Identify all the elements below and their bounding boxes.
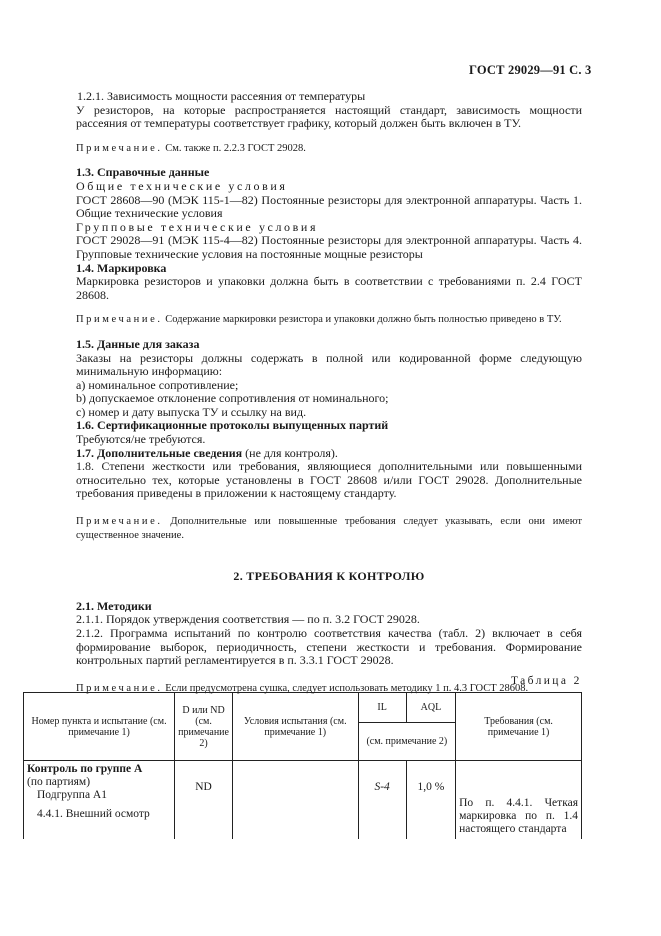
note-3 — [76, 515, 582, 542]
section-1-6-text: Требуются/не требуются. — [76, 432, 206, 447]
note-text: Содержание маркировки резистора и упаковки должно быть полностью приведено в ТУ. — [162, 314, 562, 326]
section-1-4-text: Маркировка резисторов и упаковки должна быть в соответствии с требованиями п. 2.4 ГОСТ 28608. — [76, 274, 582, 302]
table-2 — [23, 692, 582, 839]
header-il: IL — [358, 693, 406, 723]
note-label: Примечание. — [76, 516, 163, 528]
table-caption: Таблица 2 — [511, 675, 582, 687]
cell-aql: 1,0 % — [406, 761, 455, 839]
order-item-b: b) допускаемое отклонение сопротивления от номинального; — [76, 391, 389, 406]
header-aql: AQL — [406, 693, 455, 723]
note-text: Дополнительные или повышенные требования следует указывать, если они имеют существенное значение. — [76, 516, 582, 541]
note-label: Примечание. — [76, 314, 163, 326]
header-d-nd: D или ND (см. примечание 2) — [175, 693, 233, 761]
para-1-2-1-text: У резисторов, на которые распространяется настоящий стандарт, зависимость мощности рассеяния от температуры соответствует графику, который должен быть включен в ТУ. — [76, 102, 582, 131]
cell-requirements: По п. 4.4.1. Четкая маркировка по п. 1.4 настоящего стандарта — [456, 761, 582, 839]
section-1-8-text: 1.8. Степени жесткости или требования, являющиеся дополнительными или повышенными относительно тех, которые установлены в ГОСТ 28608 и/или ГОСТ 29028. Дополнительные требования приведены в приложении к настоящему стандарту. — [76, 459, 582, 501]
note-2 — [76, 313, 582, 327]
running-head: ГОСТ 29029—91 С. 3 — [469, 63, 592, 77]
section-1-4-title: 1.4. Маркировка — [76, 260, 167, 275]
cell-il: S-4 — [358, 761, 406, 839]
header-test: Номер пункта и испытание (см. примечание 1) — [24, 693, 175, 761]
cell-test — [24, 761, 175, 839]
note-label: Примечание. — [76, 682, 163, 694]
section-2-1-title: 2.1. Методики — [76, 598, 152, 613]
group-sub: (по партиям) — [27, 776, 91, 788]
subgroup: Подгруппа А1 — [37, 789, 107, 801]
table-header-row — [24, 693, 582, 723]
section-1-5-title: 1.5. Данные для заказа — [76, 336, 200, 351]
order-item-a: a) номинальное сопротивление; — [76, 377, 239, 392]
section-1-7-title: 1.7. Дополнительные сведения — [76, 445, 243, 460]
section-1-3-title: 1.3. Справочные данные — [76, 165, 210, 180]
section-1-7 — [76, 447, 582, 461]
general-specs-heading: Общие технические условия — [76, 178, 288, 193]
para-1-2-1-title: 1.2.1. Зависимость мощности рассеяния от температуры — [77, 89, 366, 103]
section-1-7-tail: (не для контроля). — [242, 445, 338, 460]
cell-conditions — [232, 761, 358, 839]
group-title: Контроль по группе А — [27, 763, 143, 775]
header-conditions: Условия испытания (см. примечание 1) — [232, 693, 358, 761]
order-item-c: c) номер и дату выпуска ТУ и ссылку на вид. — [76, 404, 307, 419]
section-2-title: 2. ТРЕБОВАНИЯ К КОНТРОЛЮ — [233, 569, 425, 584]
body-text — [76, 90, 582, 706]
header-il-aql-note: (см. примечание 2) — [358, 723, 456, 761]
note-text: Если предусмотрена сушка, следует использовать методику 1 п. 4.3 ГОСТ 28608. — [162, 682, 529, 694]
note-1 — [76, 142, 582, 156]
cell-d-nd: ND — [175, 761, 233, 839]
note-label: Примечание. — [76, 142, 163, 154]
gost-29028-ref: ГОСТ 29028—91 (МЭК 115-4—82) Постоянные резисторы для электронной аппаратуры. Часть 4. Групповые технические условия на постоянные мощные резисторы — [76, 233, 582, 261]
section-1-6-title: 1.6. Сертификационные протоколы выпущенных партий — [76, 418, 389, 433]
gost-28608-ref: ГОСТ 28608—90 (МЭК 115-1—82) Постоянные резисторы для электронной аппаратуры. Часть 1. Общие технические условия — [76, 192, 582, 221]
test-name: 4.4.1. Внешний осмотр — [37, 808, 150, 820]
section-1-5-text: Заказы на резисторы должны содержать в полной или кодированной форме следующую минимальную информацию: — [76, 350, 582, 379]
note-text: См. также п. 2.2.3 ГОСТ 29028. — [162, 142, 306, 154]
group-specs-heading: Групповые технические условия — [76, 219, 319, 234]
header-requirements: Требования (см. примечание 1) — [456, 693, 582, 761]
table-row — [24, 761, 582, 839]
section-2-1-2: 2.1.2. Программа испытаний по контролю соответствия качества (табл. 2) включает в себя формирование выборок, периодичность, степени жесткости и требования. Формирование контрольных партий регламентируется в п. 3.3.1 ГОСТ 29028. — [76, 626, 582, 668]
section-2-1-1: 2.1.1. Порядок утверждения соответствия — по п. 3.2 ГОСТ 29028. — [76, 612, 420, 627]
